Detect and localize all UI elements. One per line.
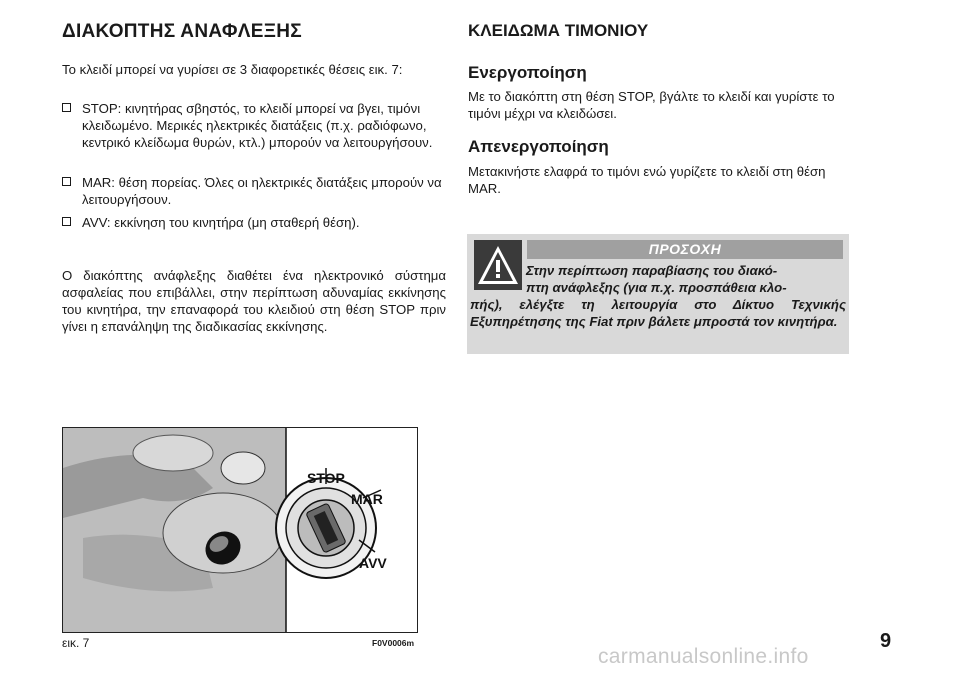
warning-heading: ΠΡΟΣΟΧΗ: [527, 240, 843, 259]
deactivation-text: Μετακινήστε ελαφρά το τιμόνι ενώ γυρίζετε το κλειδί στη θέση MAR.: [468, 164, 826, 196]
section-title-ignition-switch: ΔΙΑΚΟΠΤΗΣ ΑΝΑΦΛΕΞΗΣ: [62, 21, 302, 42]
bullet-avv: [62, 214, 446, 231]
bullet-avv-text: AVV: εκκίνηση του κινητήρα (μη σταθερή θέση).: [82, 215, 360, 230]
bullet-box-icon: [62, 177, 71, 186]
warning-text: [470, 262, 846, 330]
bullet-box-icon: [62, 103, 71, 112]
subheading-activation: Ενεργοποίηση: [468, 63, 587, 82]
figure-code: F0V0006m: [372, 638, 415, 648]
activation-text: Με το διακόπτη στη θέση STOP, βγάλτε το κλειδί και γυρίστε το τιμόνι μέχρι να κλειδώσει.: [468, 89, 835, 121]
section-title-steering-lock: ΚΛΕΙΔΩΜΑ ΤΙΜΟΝΙΟΥ: [468, 21, 649, 40]
ignition-figure: [62, 427, 418, 633]
bullet-box-icon: [62, 217, 71, 226]
warning-line-2: πτη ανάφλεξης (για π.χ. προσπάθεια κλο-: [526, 280, 787, 295]
bullet-mar: [62, 174, 446, 208]
intro-paragraph: Το κλειδί μπορεί να γυρίσει σε 3 διαφορετικές θέσεις εικ. 7:: [62, 62, 403, 77]
watermark: carmanualsonline.info: [598, 645, 809, 668]
warning-line-1: Στην περίπτωση παραβίασης του διακό-: [526, 263, 778, 278]
page-number: 9: [880, 630, 892, 652]
chapter-sidebar: [860, 0, 960, 677]
bullet-mar-text: MAR: θέση πορείας. Όλες οι ηλεκτρικές διατάξεις μπορούν να λειτουργήσουν.: [82, 175, 442, 207]
description-paragraph: Ο διακόπτης ανάφλεξης διαθέτει ένα ηλεκτρονικό σύστημα ασφαλείας που επιβάλλει, στην περίπτωση αδυναμίας εκκίνησης του κινητήρα, την επαναφορά του κλειδιού στη θέση STOP πριν γίνει η επανάληψη της διαδικασίας εκκίνησης.: [62, 268, 446, 334]
figure-caption: εικ. 7: [62, 636, 90, 650]
subheading-deactivation: Απενεργοποίηση: [468, 137, 609, 156]
figure-label-avv: AVV: [359, 555, 387, 571]
figure-label-stop: STOP: [307, 470, 345, 486]
ignition-illustration: [63, 428, 417, 632]
bullet-stop: [62, 100, 446, 151]
bullet-stop-text: STOP: κινητήρας σβηστός, το κλειδί μπορεί να βγει, τιμόνι κλειδωμένο. Μερικές ηλεκτρικές διατάξεις (π.χ. ραδιόφωνο, κεντρικό κλείδωμα θυρών, κτλ.) μπορούν να λειτουργήσουν.: [82, 101, 433, 150]
figure-label-mar: MAR: [351, 491, 383, 507]
warning-rest: πής), ελέγξτε τη λειτουργία στο Δίκτυο Τεχνικής Εξυπηρέτησης της Fiat πριν βάλετε μπροστά τον κινητήρα.: [470, 297, 846, 329]
